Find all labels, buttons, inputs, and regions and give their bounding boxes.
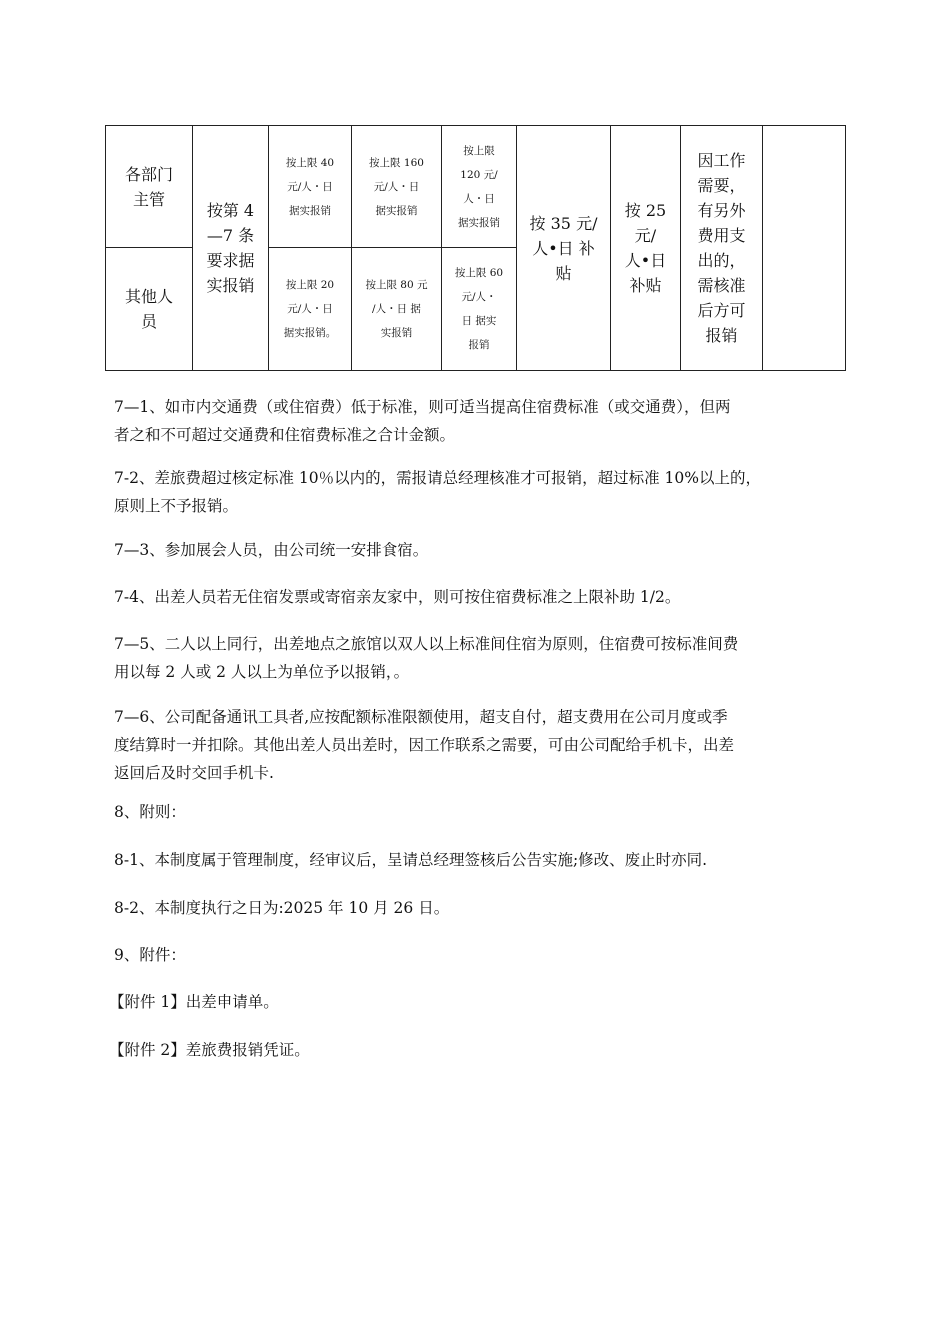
text-line: 7-2、差旅费超过核定标准 10％以内的，需报请总经理核准才可报销，超过标准 10%以上的， xyxy=(114,469,761,487)
table-border-bottom xyxy=(105,370,846,371)
text-line: 【附件 1】出差申请单。 xyxy=(109,993,279,1011)
text-line: 【附件 2】差旅费报销凭证。 xyxy=(109,1041,310,1059)
row-label-department-heads: 各部门 主管 xyxy=(124,164,173,209)
heading-section-8 xyxy=(114,798,844,826)
text-line: 原则上不予报销。 xyxy=(114,497,239,515)
cell-limit-r1c1: 按上限 40 元/人・日 据实报销 xyxy=(285,156,335,217)
attachment-2 xyxy=(109,1036,839,1064)
text-line: 7—6、公司配备通讯工具者,应按配额标准限额使用，超支自付，超支费用在公司月度或季 xyxy=(114,708,728,726)
text-line: 度结算时一并扣除。其他出差人员出差时，因工作联系之需要，可由公司配给手机卡，出差 xyxy=(114,736,735,754)
text-line: 9、附件： xyxy=(114,946,186,964)
text-line: 者之和不可超过交通费和住宿费标准之合计金额。 xyxy=(114,426,456,444)
paragraph-7-4 xyxy=(114,583,844,611)
cell-limit-r1c3: 按上限 120 元/ 人・日 据实报销 xyxy=(458,144,500,229)
cell-limit-r2c3: 按上限 60 元/人・ 日 据实 报销 xyxy=(454,267,504,351)
cell-empty xyxy=(763,126,845,370)
paragraph-7-6 xyxy=(114,703,844,787)
paragraph-7-1 xyxy=(114,393,844,449)
cell-misc-allowance: 按 25 元/ 人•日 补贴 xyxy=(624,201,667,295)
attachment-1 xyxy=(109,988,839,1016)
cell-other-expenses: 因工作 需要， 有另外 费用支 出的， 需核准 后方可 报销 xyxy=(697,151,746,345)
text-line: 7—3、参加展会人员，由公司统一安排食宿。 xyxy=(114,541,429,559)
table-border-right xyxy=(845,125,846,371)
cell-limit-r2c2: 按上限 80 元 /人・日 据 实报销 xyxy=(365,279,428,339)
heading-section-9 xyxy=(114,941,844,969)
text-line: 8-2、本制度执行之日为:2025 年 10 月 26 日。 xyxy=(114,899,450,917)
text-line: 7—5、二人以上同行，出差地点之旅馆以双人以上标准间住宿为原则，住宿费可按标准间费 xyxy=(114,635,739,653)
row-label-other-staff: 其他人 员 xyxy=(124,287,173,331)
cell-meal-allowance: 按 35 元/ 人•日 补 贴 xyxy=(529,213,598,283)
text-line: 8、附则： xyxy=(114,803,186,821)
cell-limit-r1c2: 按上限 160 元/人・日 据实报销 xyxy=(369,156,424,217)
text-line: 用以每 2 人或 2 人以上为单位予以报销，。 xyxy=(114,663,410,681)
text-line: 返回后及时交回手机卡. xyxy=(114,764,274,782)
text-line: 8-1、本制度属于管理制度，经审议后，呈请总经理签核后公告实施;修改、废止时亦同. xyxy=(114,851,708,869)
paragraph-8-2 xyxy=(114,894,844,922)
text-line: 7—1、如市内交通费（或住宿费）低于标准，则可适当提高住宿费标准（或交通费），但两 xyxy=(114,398,731,416)
cell-limit-r2c1: 按上限 20 元/人・日 据实报销。 xyxy=(283,279,337,339)
paragraph-7-2 xyxy=(114,464,844,520)
text-line: 7-4、出差人员若无住宿发票或寄宿亲友家中，则可按住宿费标准之上限补助 1/2。 xyxy=(114,588,681,606)
paragraph-7-5 xyxy=(114,630,844,686)
paragraph-7-3 xyxy=(114,536,844,564)
expense-standard-table xyxy=(105,125,846,371)
cell-rule-reference: 按第 4 —7 条 要求据 实报销 xyxy=(206,201,255,295)
paragraph-8-1 xyxy=(114,846,844,874)
